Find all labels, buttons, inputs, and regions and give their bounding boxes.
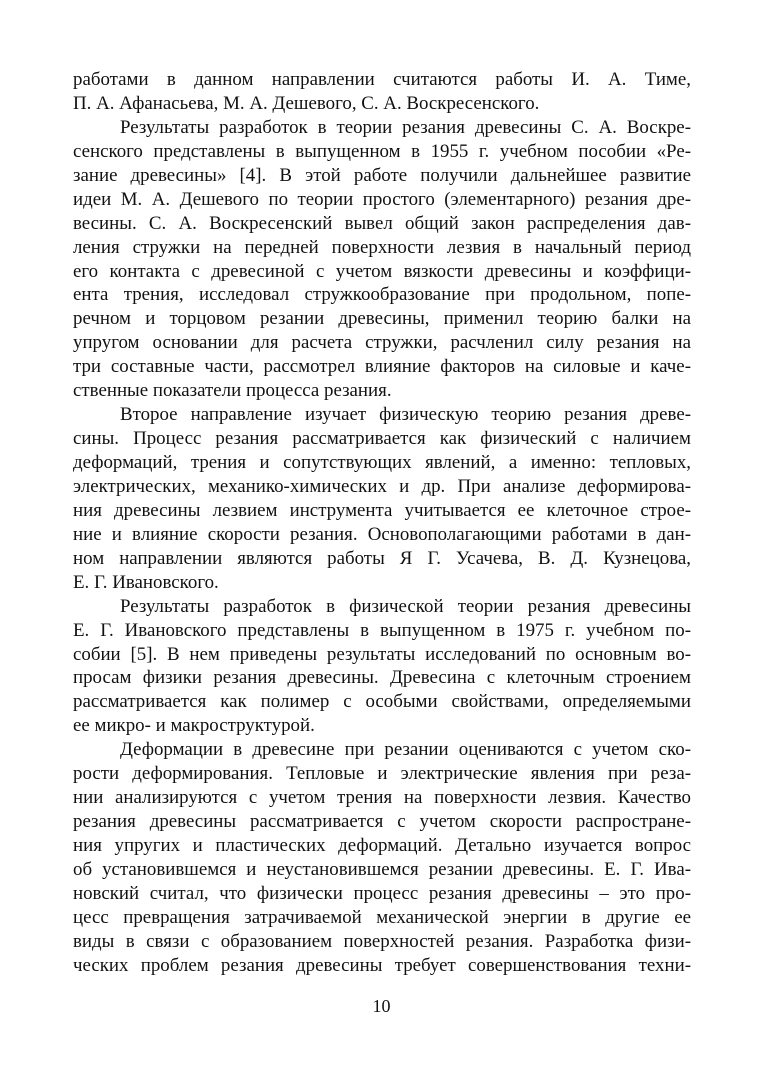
paragraph [73,403,691,595]
text-line: резания древесины рассматривается с учетом скорости распростране- [73,811,691,833]
text-line: новский считал, что физически процесс резания древесины – это про- [73,882,691,904]
text-line: собии [5]. В нем приведены результаты исследований по основным во- [73,643,691,665]
text-line: ния древесины лезвием инструмента учитывается ее клеточное строе- [73,499,691,521]
text-line: Результаты разработок в теории резания древесины С. А. Воскре- [120,116,691,138]
text-line: его контакта с древесиной с учетом вязкости древесины и коэффици- [73,260,691,282]
text-line: ента трения, исследовал стружкообразование при продольном, попе- [73,284,691,306]
paragraph [73,595,691,739]
text-line: сенского представлены в выпущенном в 1955 г. учебном пособии «Ре- [73,140,691,162]
text-line: ном направлении являются работы Я Г. Усачева, В. Д. Кузнецова, [73,547,691,569]
text-line: Второе направление изучает физическую теорию резания древе- [120,404,691,426]
text-line: Результаты разработок в физической теории резания древесины [120,595,691,617]
text-line: сины. Процесс резания рассматривается как физический с наличием [73,428,691,450]
text-line: речном и торцовом резании древесины, применил теорию балки на [73,308,691,330]
text-line: зание древесины» [4]. В этой работе получили дальнейшее развитие [73,164,691,186]
text-line: идеи М. А. Дешевого по теории простого (элементарного) резания дре- [73,188,691,210]
text-line: просам физики резания древесины. Древесина с клеточным строением [73,667,691,689]
text-line: ния упругих и пластических деформаций. Детально изучается вопрос [73,835,691,856]
text-line: весины. С. А. Воскресенский вывел общий закон распределения дав- [73,212,691,234]
paragraph [73,68,691,116]
paragraph [73,116,691,403]
page-number: 10 [372,996,391,1016]
text-line: Е. Г. Ивановского. [73,571,219,593]
text-line: электрических, механико-химических и др. При анализе деформирова- [73,475,691,497]
text-line: цесс превращения затрачиваемой механической энергии в другие ее [73,906,691,928]
text-line: об установившемся и неустановившемся резании древесины. Е. Г. Ива- [73,858,691,880]
text-line: ческих проблем резания древесины требует совершенствования техни- [73,954,691,976]
paragraph [73,738,691,977]
text-line: Деформации в древесине при резании оцениваются с учетом ско- [120,739,691,761]
text-line: работами в данном направлении считаются работы И. А. Тиме, [73,69,691,90]
text-line: ления стружки на передней поверхности лезвия в начальный период [73,236,691,258]
text-line: П. А. Афанасьева, М. А. Дешевого, С. А. Воскресенского. [73,92,540,114]
text-line: деформаций, трения и сопутствующих явлений, а именно: тепловых, [73,452,691,473]
text-line: рости деформирования. Тепловые и электрические явления при реза- [73,763,691,785]
text-line: рассматривается как полимер с особыми свойствами, определяемыми [73,691,691,713]
text-line: Е. Г. Ивановского представлены в выпущенном в 1975 г. учебном по- [73,619,691,641]
text-line: виды в связи с образованием поверхностей резания. Разработка физи- [73,930,691,952]
text-line: ственные показатели процесса резания. [73,380,392,402]
text-line: ние и влияние скорости резания. Основополагающими работами в дан- [73,523,691,545]
text-line: упругом основании для расчета стружки, расчленил силу резания на [73,332,691,354]
text-line: ее микро- и макроструктурой. [73,715,315,737]
page-body [73,68,691,978]
text-line: нии анализируются с учетом трения на поверхности лезвия. Качество [73,787,691,809]
text-line: три составные части, рассмотрел влияние факторов на силовые и каче- [73,356,691,378]
